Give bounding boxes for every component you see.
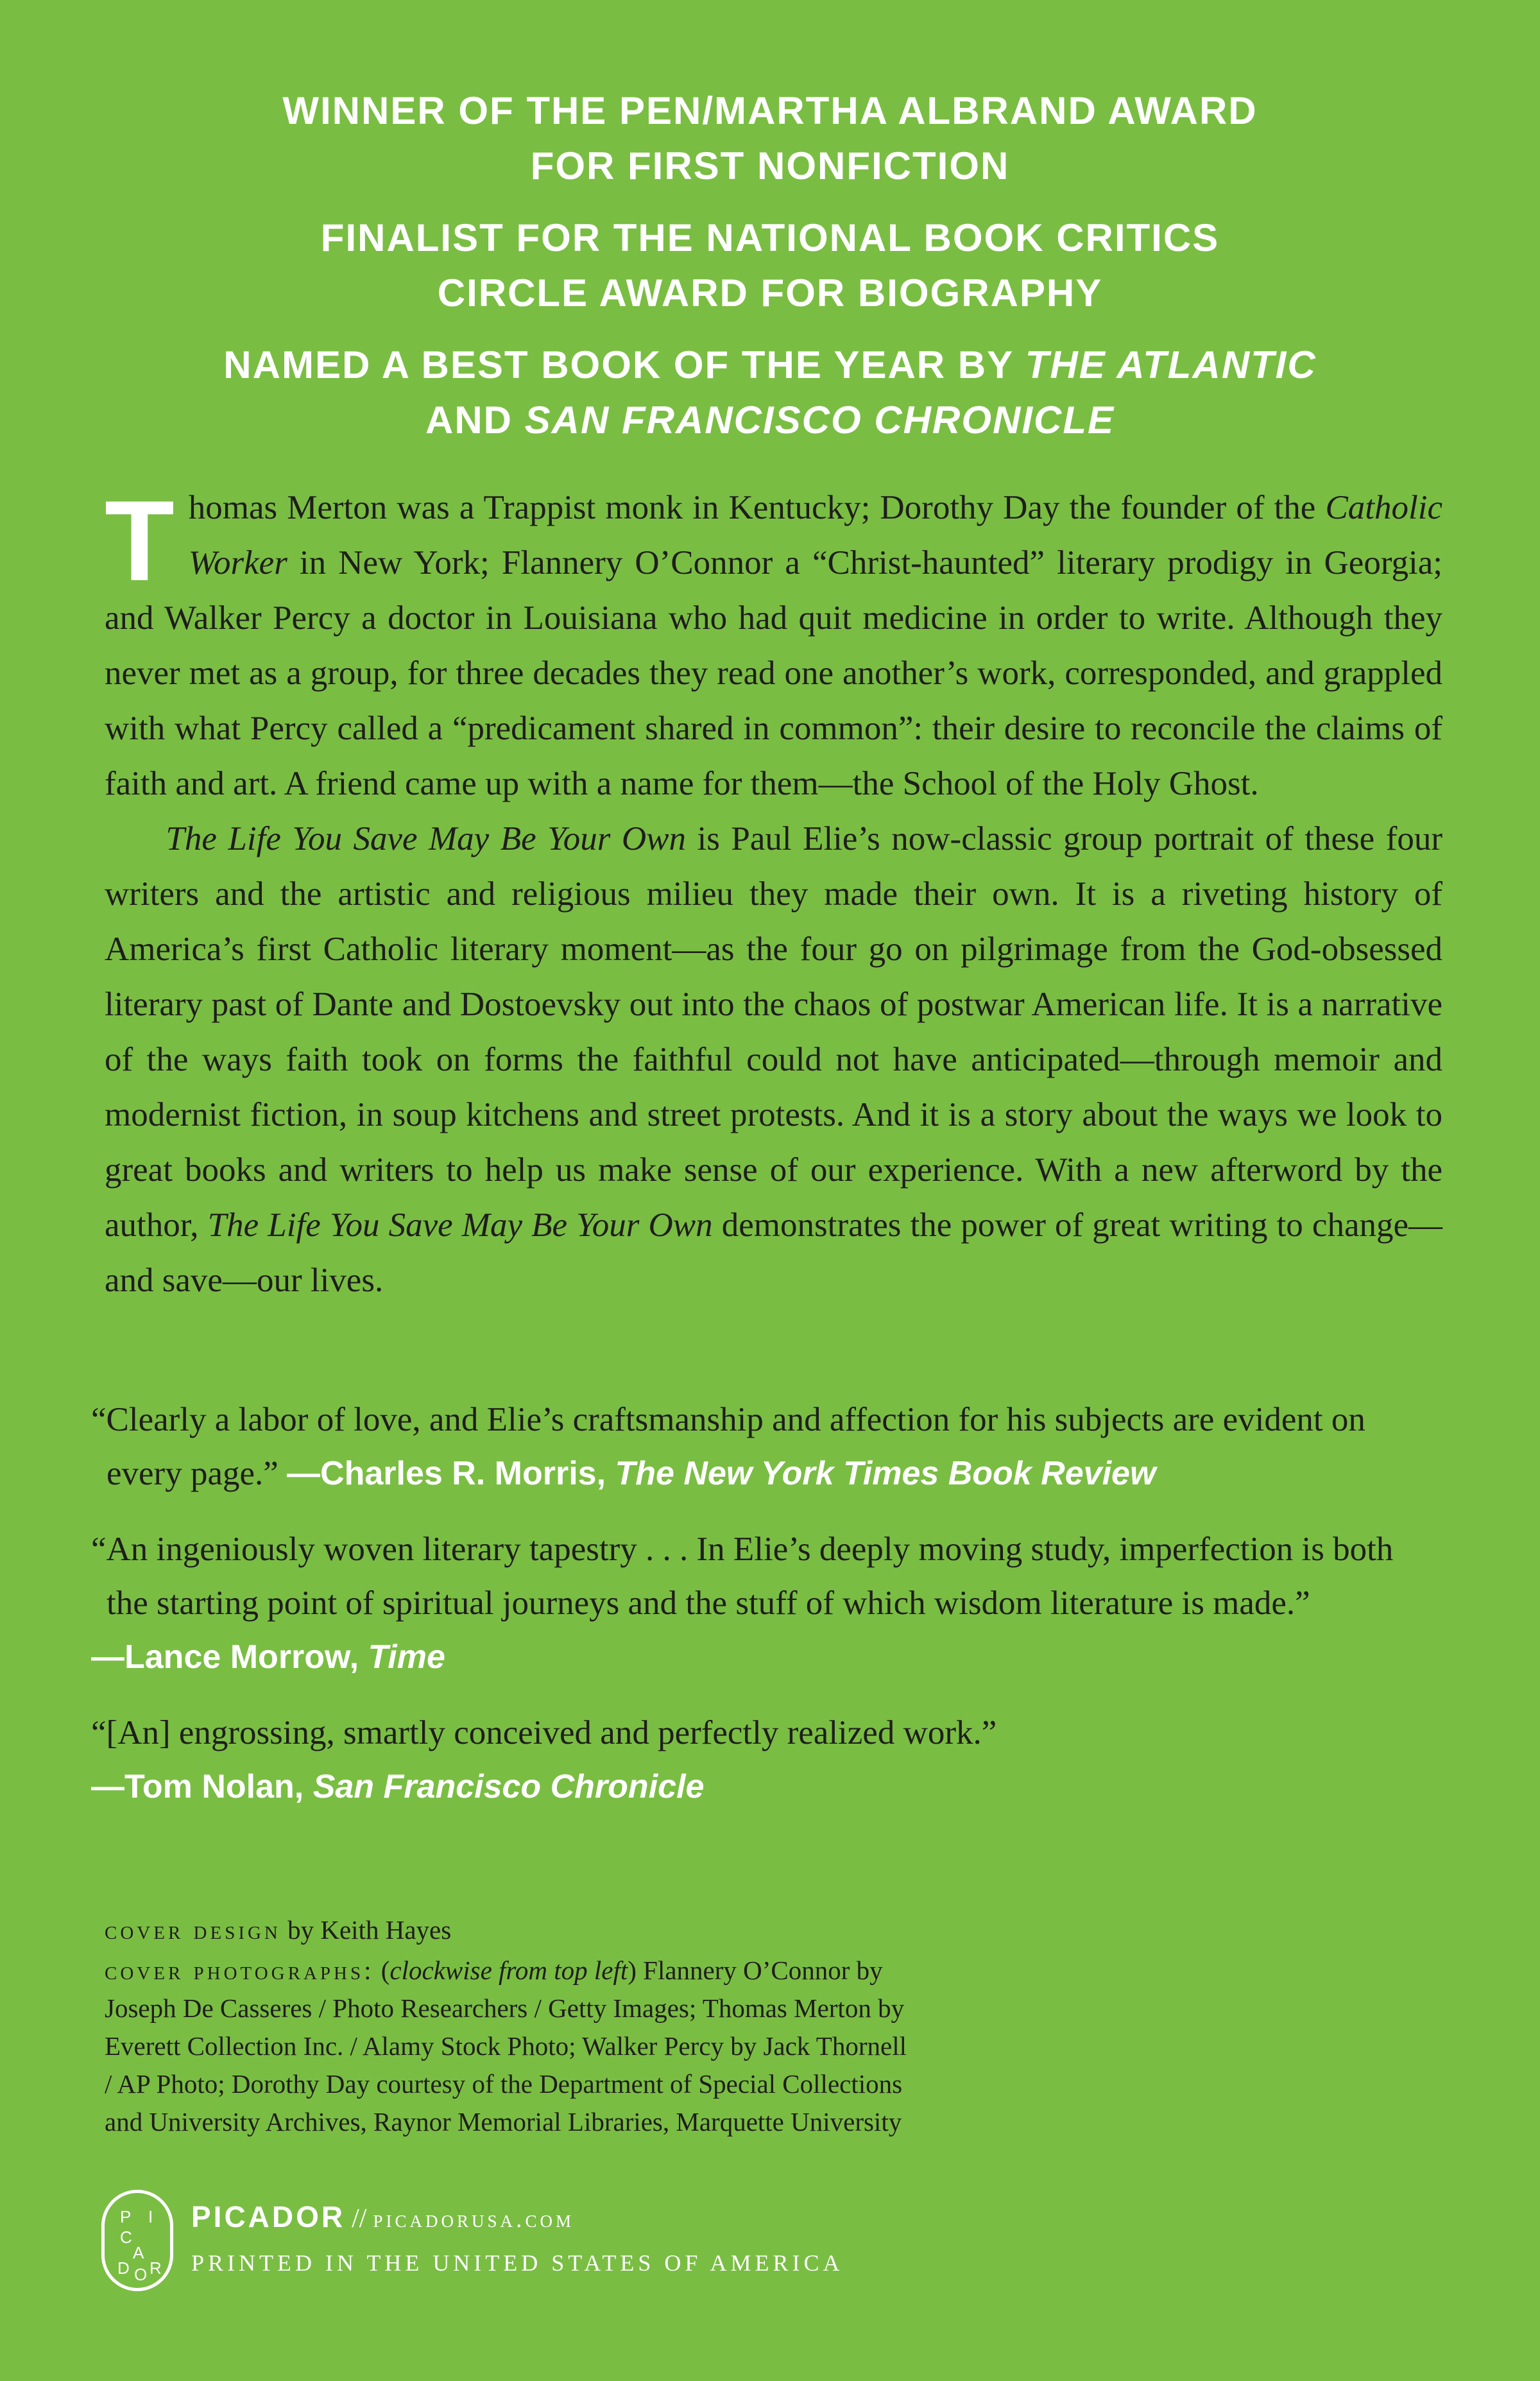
quote-text: “[An] engrossing, smartly conceived and perfectly realized work.”: [91, 1714, 997, 1751]
cover-photographs-credit: [105, 1952, 913, 2141]
separator: //: [352, 2204, 367, 2233]
logo-letter: I: [148, 2207, 153, 2226]
quote-attribution: [91, 1630, 1442, 1684]
printed-in-notice: PRINTED IN THE UNITED STATES OF AMERICA: [191, 2250, 844, 2276]
award-best-book: [103, 338, 1437, 448]
picador-logo: [101, 2190, 173, 2291]
credit-label: cover photographs:: [105, 1956, 375, 1985]
credit-text: Flannery O’Connor by Joseph De Casseres / Photo Researchers / Getty Images; Thomas Merton by Everett Collection Inc. / Alamy Stock Photo; Walker Percy by Jack Thornell / AP Photo; Dorothy Day courtesy of the Department of Special Collections and University Archives, Raynor Memorial Libraries, Marquette University: [105, 1956, 907, 2136]
awards-block: [103, 83, 1437, 465]
quote-attribution: [91, 1760, 1442, 1814]
award-pen-martha-albrand: [103, 83, 1437, 194]
publisher-name: PICADOR: [191, 2200, 346, 2233]
description-text: demonstrates the power of great writing to change—and save—our lives.: [105, 1207, 1443, 1299]
credit-label: cover design: [105, 1915, 281, 1945]
cover-design-credit: [105, 1911, 913, 1949]
award-text: NAMED A BEST BOOK OF THE YEAR BY: [223, 343, 1025, 386]
description-text: in New York; Flannery O’Connor a “Christ-haunted” literary prodigy in Georgia; and Walker Percy a doctor in Louisiana who had quit medicine in order to write. Although they never met as a group, for three decades they read one another’s work, corresponded, and grappled with what Percy called a “predicament shared in common”: their desire to reconcile the claims of faith and art. A friend came up with a name for them—the School of the Holy Ghost.: [105, 544, 1442, 802]
description-text: homas Merton was a Trappist monk in Kentucky; Dorothy Day the founder of the: [188, 489, 1326, 526]
credit-note: clockwise from top left: [389, 1956, 628, 1985]
award-line: CIRCLE AWARD FOR BIOGRAPHY: [437, 271, 1103, 314]
review-quote-nyt: [91, 1393, 1442, 1500]
cover-credits: [105, 1911, 913, 2144]
quote-source: The New York Times Book Review: [615, 1455, 1156, 1492]
credit-text: by Keith Hayes: [280, 1915, 452, 1945]
footer-text: [191, 2197, 843, 2282]
award-nbcc-finalist: [103, 211, 1437, 321]
logo-letter: O: [134, 2265, 148, 2284]
logo-letter: R: [150, 2258, 162, 2278]
publisher-website: picadorusa.com: [373, 2206, 575, 2233]
book-title: The Life You Save May Be Your Own: [207, 1207, 713, 1244]
review-quote-sfc: [91, 1706, 1442, 1814]
award-line: FINALIST FOR THE NATIONAL BOOK CRITICS: [320, 216, 1220, 259]
quote-attribution: [287, 1455, 1156, 1492]
description-text: is Paul Elie’s now-classic group portrait of these four writers and the artistic and religious milieu they made their own. It is a riveting history of America’s first Catholic literary moment—as the four go on pilgrimage from the God-obsessed literary past of Dante and Dostoevsky out into the chaos of postwar American life. It is a narrative of the ways faith took on forms the faithful could not have anticipated—through memoir and modernist fiction, in soup kitchens and street protests. And it is a story about the ways we look to great books and writers to help us make sense of our experience. With a new afterword by the author,: [105, 820, 1443, 1244]
review-quotes: [91, 1393, 1442, 1835]
award-line: [103, 393, 1437, 448]
credit-paren: ): [628, 1956, 644, 1985]
drop-cap: T: [105, 477, 175, 605]
quote-author: —Charles R. Morris,: [287, 1455, 615, 1492]
quote-author: —Tom Nolan,: [91, 1768, 313, 1805]
logo-letter: A: [133, 2243, 144, 2262]
brand-line: [191, 2197, 843, 2239]
publisher-footer: [101, 2190, 1000, 2299]
book-description: [105, 477, 1443, 1308]
publication-title: Catholic Worker: [188, 489, 1442, 581]
book-title: The Life You Save May Be Your Own: [166, 820, 686, 857]
award-line: [103, 338, 1437, 393]
description-paragraph-2: [105, 811, 1442, 1308]
logo-letter: D: [117, 2258, 130, 2278]
quote-source: Time: [368, 1638, 445, 1676]
credit-paren: (: [374, 1956, 390, 1985]
logo-letter: P: [120, 2207, 132, 2226]
award-publication: THE ATLANTIC: [1025, 343, 1317, 386]
award-text: AND: [425, 399, 525, 442]
description-paragraph-1: [105, 477, 1442, 811]
award-publication: SAN FRANCISCO CHRONICLE: [524, 399, 1115, 442]
quote-source: San Francisco Chronicle: [312, 1768, 705, 1805]
award-line: FOR FIRST NONFICTION: [530, 144, 1010, 187]
quote-author: —Lance Morrow,: [91, 1638, 368, 1676]
logo-letter: C: [120, 2228, 132, 2247]
quote-text: “Clearly a labor of love, and Elie’s craftsmanship and affection for his subjects are evident on every page.”: [91, 1401, 1365, 1492]
review-quote-time: [91, 1522, 1442, 1684]
award-line: WINNER OF THE PEN/MARTHA ALBRAND AWARD: [282, 89, 1258, 132]
quote-text: “An ingeniously woven literary tapestry . . . In Elie’s deeply moving study, imperfection is both the starting point of spiritual journeys and the stuff of which wisdom literature is made.”: [91, 1531, 1394, 1622]
